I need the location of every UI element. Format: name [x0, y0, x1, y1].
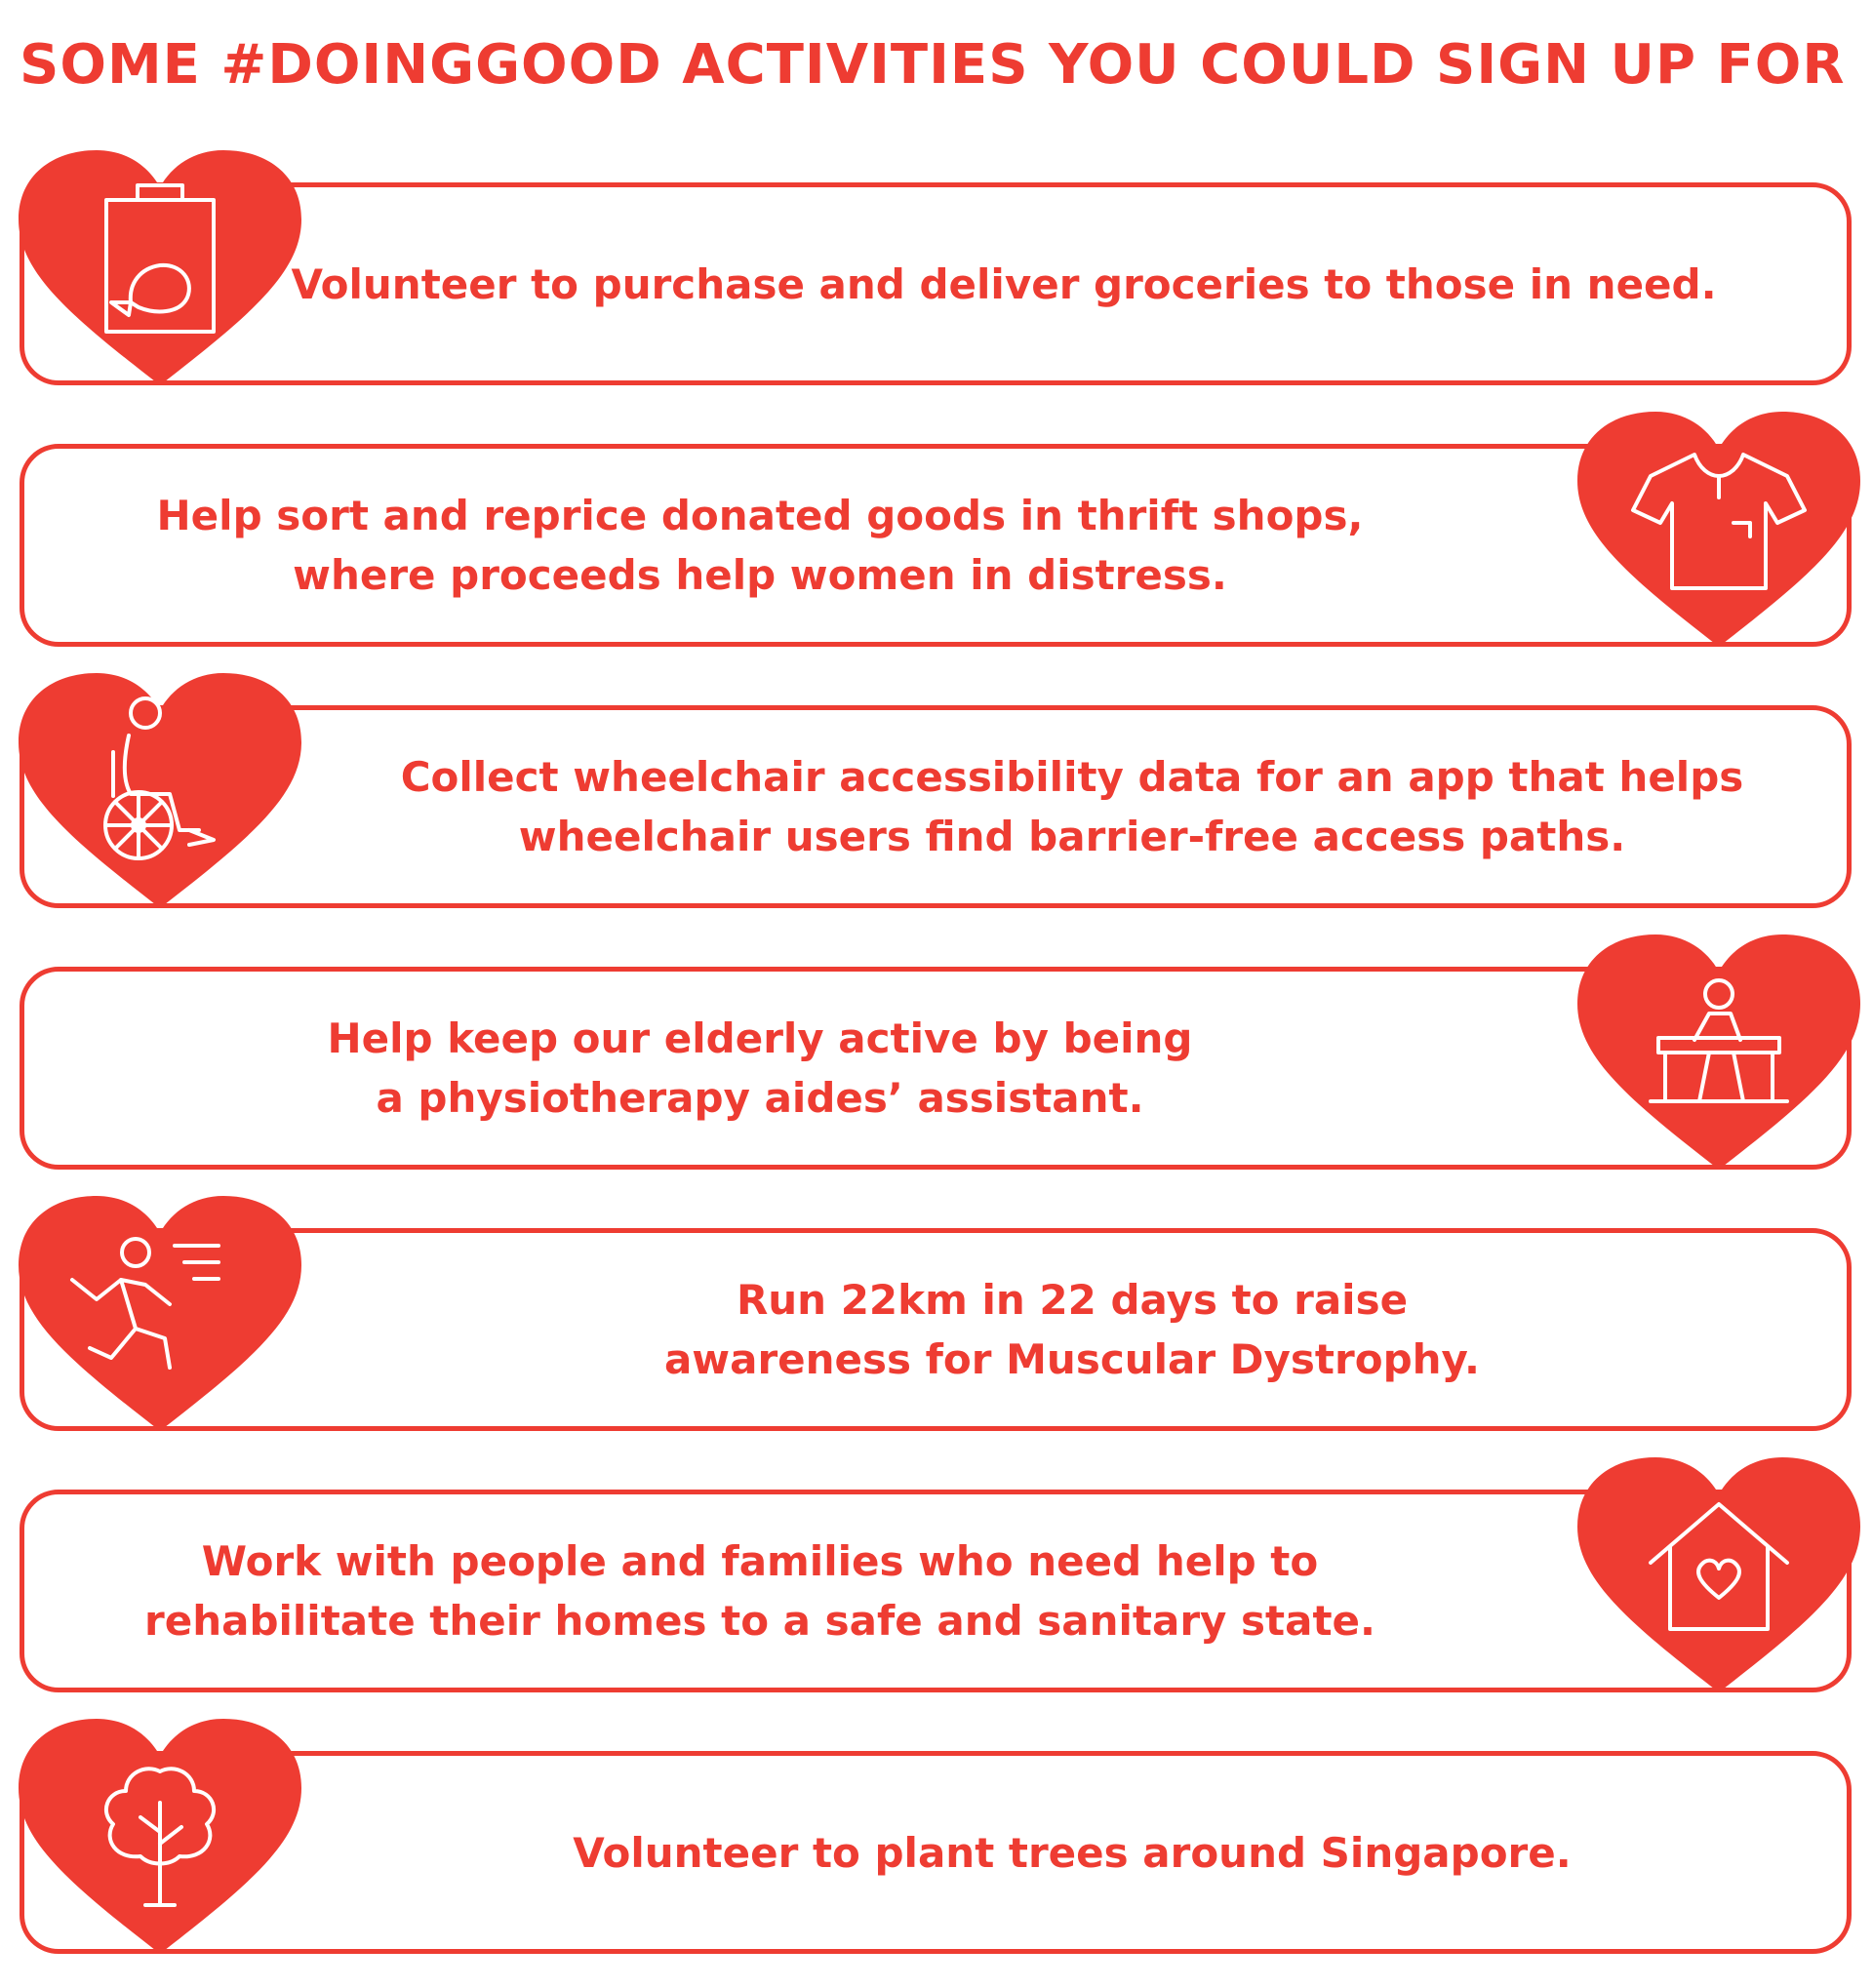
- activity-text-line2: awareness for Muscular Dystrophy.: [663, 1335, 1481, 1383]
- activity-text-line2: rehabilitate their homes to a safe and sanitary state.: [144, 1597, 1375, 1645]
- heart-badge: [1573, 408, 1865, 652]
- activity-text-line1: Run 22km in 22 days to raise: [736, 1276, 1409, 1324]
- activity-text-line1: Work with people and families who need help to: [201, 1537, 1319, 1585]
- activity-text-line1: Help sort and reprice donated goods in thrift shops,: [156, 492, 1364, 539]
- activity-text-line2: where proceeds help women in distress.: [293, 551, 1227, 599]
- activity-text-line2: a physiotherapy aides’ assistant.: [376, 1074, 1144, 1122]
- activity-text-line1: Help keep our elderly active by being: [327, 1014, 1193, 1062]
- heart-badge: [1573, 931, 1865, 1174]
- heart-badge: [14, 1192, 306, 1436]
- activity-text-line1: Volunteer to plant trees around Singapore.: [573, 1828, 1572, 1877]
- activity-text-line2: wheelchair users find barrier-free access paths.: [518, 813, 1626, 860]
- activity-text-line1: Volunteer to purchase and deliver groceries to those in need.: [291, 259, 1717, 308]
- heart-badge: [1573, 1453, 1865, 1697]
- page-title: SOME #DOINGGOOD ACTIVITIES YOU COULD SIGN UP FOR: [20, 33, 1846, 97]
- activity-text-line1: Collect wheelchair accessibility data for an app that helps: [400, 753, 1744, 801]
- heart-badge: [14, 146, 306, 390]
- heart-badge: [14, 669, 306, 913]
- heart-badge: [14, 1715, 306, 1959]
